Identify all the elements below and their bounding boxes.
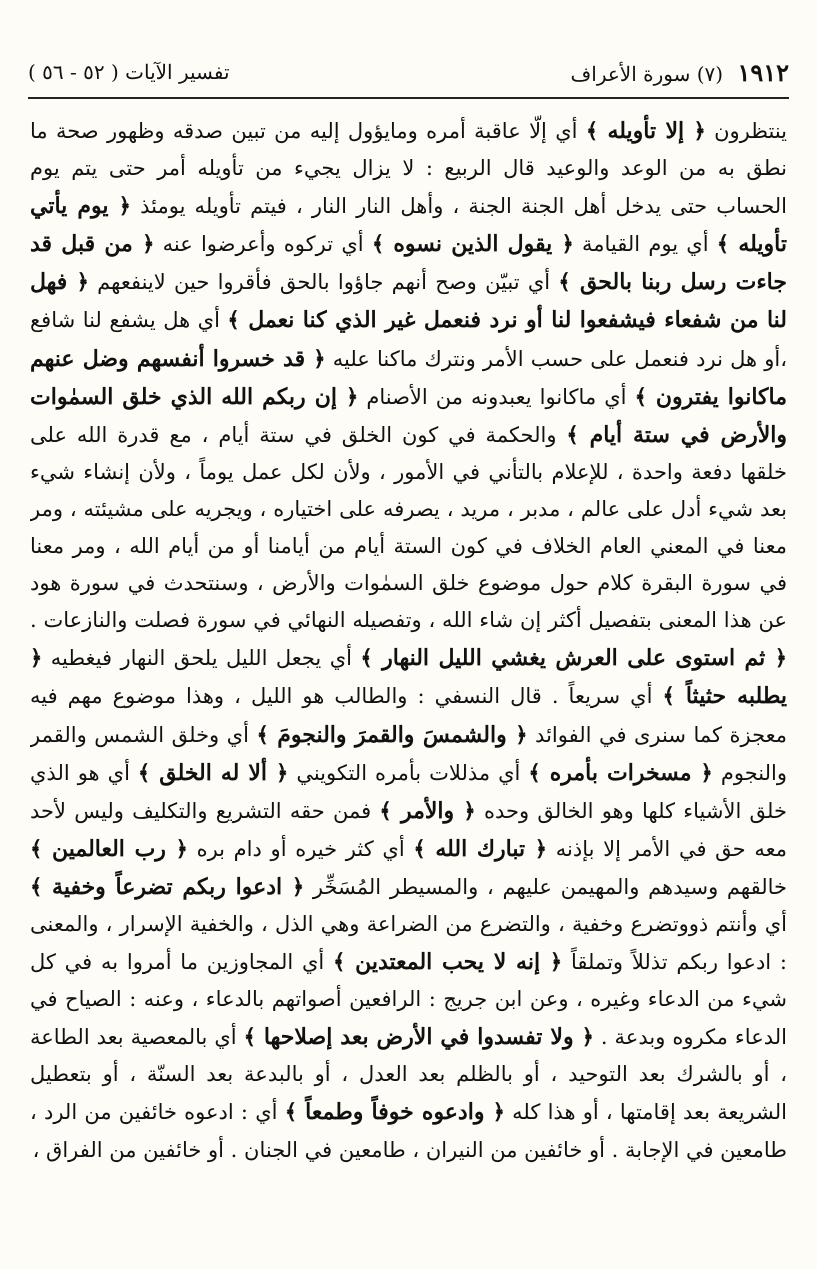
verse-bracket: ﴾	[333, 949, 346, 975]
commentary-text: ينتظرون	[705, 119, 787, 143]
verse-bracket: ﴿	[774, 645, 787, 671]
commentary-text: والحكمة في كون الخلق في ستة أيام ، مع قدرة الله على خلقها دفعة واحدة ، للإعلام بالتأني في الأمور ، ولأن لكل عمل يوماً ، ولأن إنشاء شيء بعد شيء أدل على عالم ، مدبر ، مريد ، يصرفه على اختياره ، ويجريه على مشيئته ، ومر معنا في المعني العام الخلاف في كون الستة أيام من أيامنا أو من أيام الله ، ومر معنا في سورة البقرة كلام حول موضوع خلق السمٰوات والأرض ، وسنتحدث في سورة هود عن هذا المعنى بتفصيل أكثر إن شاء الله ، وتفصيله النهائي في سورة فصلت والنازعات .	[30, 422, 787, 633]
quran-verse: تبارك الله	[425, 835, 535, 862]
verse-bracket: ﴿	[581, 1024, 594, 1050]
quran-verse: إلا تأويله	[598, 118, 694, 144]
commentary-text: أي يوم القيامة	[573, 232, 717, 257]
quran-verse: يقول الذين نسوه	[384, 231, 562, 258]
verse-bracket: ﴾	[634, 383, 647, 409]
quran-verse: رب العالمين	[42, 835, 176, 862]
verse-bracket: ﴿	[693, 118, 706, 143]
commentary-text: أي بالمعصية بعد الطاعة ، أو بالشرك بعد التوحيد ، أو بالظلم بعد العدل ، أو بالبدعة بعد السنّة ، أو بتعطيل الشريعة بعد إقامتها ، أو هذا كله	[30, 1025, 787, 1125]
quran-verse: قد خسروا أنفسهم وضل عنهم ماكانوا يفترون	[30, 345, 787, 410]
verse-bracket: ﴾	[30, 835, 43, 861]
verse-bracket: ﴿	[463, 797, 476, 823]
quran-verse: يوم يأتي تأويله	[30, 193, 787, 258]
commentary-text: أي وأنتم ذووتضرع وخفية ، والتضرع من الضراعة وهي الذل ، والخفية الإسرار ، والمعنى : ادعوا ربكم تذللاً وتملقاً	[30, 911, 787, 975]
verse-bracket: ﴿	[549, 949, 563, 975]
quran-verse: إن ربكم الله الذي خلق السمٰوات والأرض في ستة أيام	[30, 383, 787, 448]
quran-verse: ادعوا ربكم تضرعاً وخفية	[42, 873, 292, 900]
verse-bracket: ﴾	[716, 231, 730, 257]
verse-bracket: ﴿	[534, 835, 548, 861]
header-rule	[28, 97, 789, 99]
verse-bracket: ﴾	[284, 1099, 297, 1125]
commentary-text: خالقهم وسيدهم والمهيمن عليهم ، والمسيطر المُسَخِّر	[304, 874, 787, 899]
verse-bracket: ﴾	[243, 1024, 256, 1050]
running-head	[571, 58, 789, 87]
verse-bracket: ﴾	[379, 797, 392, 823]
body-text	[30, 112, 787, 1249]
quran-verse: يطلبه حثيثاً	[674, 683, 787, 710]
verse-bracket: ﴿	[515, 721, 528, 747]
verse-bracket: ﴾	[585, 118, 599, 143]
verse-bracket: ﴾	[371, 231, 385, 257]
quran-verse: ثم استوى على العرش يغشي الليل النهار	[372, 645, 775, 672]
page-header	[28, 50, 789, 94]
verse-bracket: ﴾	[256, 721, 269, 747]
quran-verse: فهل لنا من شفعاء فيشفعوا لنا أو نرد فنعمل غير الذي كنا نعمل	[30, 269, 787, 334]
commentary-text: أي إلّا عاقبة أمره ومايؤول إليه من تبين صدقه وظهور صحة ما نطق به من الوعد والوعيد قال الربيع : لا يزال يجيء من تأويله أمر حتى يتم يوم الحساب حتى يدخل أهل الجنة الجنة ، وأهل النار النار ، فيتم تأويله يومئذ	[30, 119, 787, 219]
quran-verse: من قبل قد جاءت رسل ربنا بالحق	[30, 231, 787, 296]
verse-bracket: ﴾	[413, 835, 426, 861]
commentary-text: أي ماكانوا يعبدونه من الأصنام	[358, 384, 635, 409]
quran-verse: والشمسَ والقمرَ والنجومَ	[268, 721, 516, 748]
verse-bracket: ﴾	[528, 759, 541, 785]
verse-bracket: ﴾	[566, 421, 579, 447]
verse-bracket: ﴾	[662, 683, 675, 709]
quran-verse: إنه لا يحب المعتدين	[345, 949, 550, 976]
verse-bracket: ﴿	[30, 645, 43, 671]
verse-bracket: ﴿	[313, 345, 326, 371]
commentary-text: أي وخلق الشمس والقمر والنجوم	[30, 722, 787, 785]
paragraph	[30, 112, 787, 1169]
verse-bracket: ﴿	[142, 231, 155, 257]
commentary-text: أي كثر خيره أو دام بره	[187, 836, 414, 861]
verse-bracket: ﴿	[345, 383, 359, 409]
verse-bracket: ﴿	[561, 231, 574, 257]
commentary-text: أي تبيّن وصح أنهم جاؤوا بالحق فأقروا حين لاينفعهم	[88, 270, 559, 295]
quran-verse: وادعوه خوفاً وطمعاً	[297, 1099, 493, 1126]
verse-bracket: ﴾	[558, 269, 571, 295]
page-number: ١٩١٢	[737, 57, 789, 87]
commentary-text: أي سريعاً . قال النسفي : والطالب هو الليل ، وهذا موضوع مهم فيه معجزة كما سنرى في الفوائد	[30, 684, 787, 747]
verse-bracket: ﴿	[276, 759, 289, 785]
surah-number: (٧)	[696, 61, 724, 86]
quran-verse: ولا تفسدوا في الأرض بعد إصلاحها	[255, 1024, 582, 1051]
commentary-text: أي تركوه وأعرضوا عنه	[154, 232, 372, 257]
verse-bracket: ﴾	[137, 759, 151, 785]
commentary-text: أي مذللات بأمره التكويني	[288, 760, 529, 785]
verse-bracket: ﴿	[175, 835, 188, 861]
verse-bracket: ﴾	[360, 645, 373, 671]
verse-bracket: ﴿	[291, 873, 305, 899]
quran-verse: مسخرات بأمره	[540, 759, 701, 786]
section-title: تفسير الآيات ( ٥٢ - ٥٦ )	[28, 60, 230, 84]
verse-bracket: ﴿	[700, 759, 713, 785]
commentary-text: أي : ادعوه خائفين من الرد ، طامعين في الإجابة . أو خائفين من النيران ، طامعين في الجنان . أو خائفين من الفراق ،	[30, 1100, 787, 1162]
commentary-text: أي المجاوزين ما أمروا به في كل شيء من الدعاء وغيره ، وعن ابن جريج : الرافعين أصواتهم بالدعاء ، وعنه : الصياح في الدعاء مكروه وبدعة .	[30, 950, 787, 1050]
quran-verse: ألا له الخلق	[150, 759, 277, 786]
verse-bracket: ﴿	[118, 193, 131, 219]
commentary-text: أي هو الذي خلق الأشياء كلها وهو الخالق وحده	[30, 760, 787, 823]
verse-bracket: ﴿	[76, 269, 89, 295]
surah-title: سورة الأعراف	[570, 61, 691, 86]
quran-verse: والأمر	[391, 797, 464, 824]
verse-bracket: ﴾	[227, 307, 240, 333]
commentary-text: أي يجعل الليل يلحق النهار فيغطيه	[42, 646, 361, 671]
verse-bracket: ﴿	[492, 1099, 505, 1125]
verse-bracket: ﴾	[30, 873, 43, 899]
commentary-text: أي هل يشفع لنا شافع ،أو هل نرد فنعمل على حسب الأمر ونترك ماكنا عليه	[30, 308, 787, 371]
commentary-text: فمن حقه التشريع والتكليف وليس لأحد معه حق في الأمر إلا بإذنه	[30, 798, 787, 861]
